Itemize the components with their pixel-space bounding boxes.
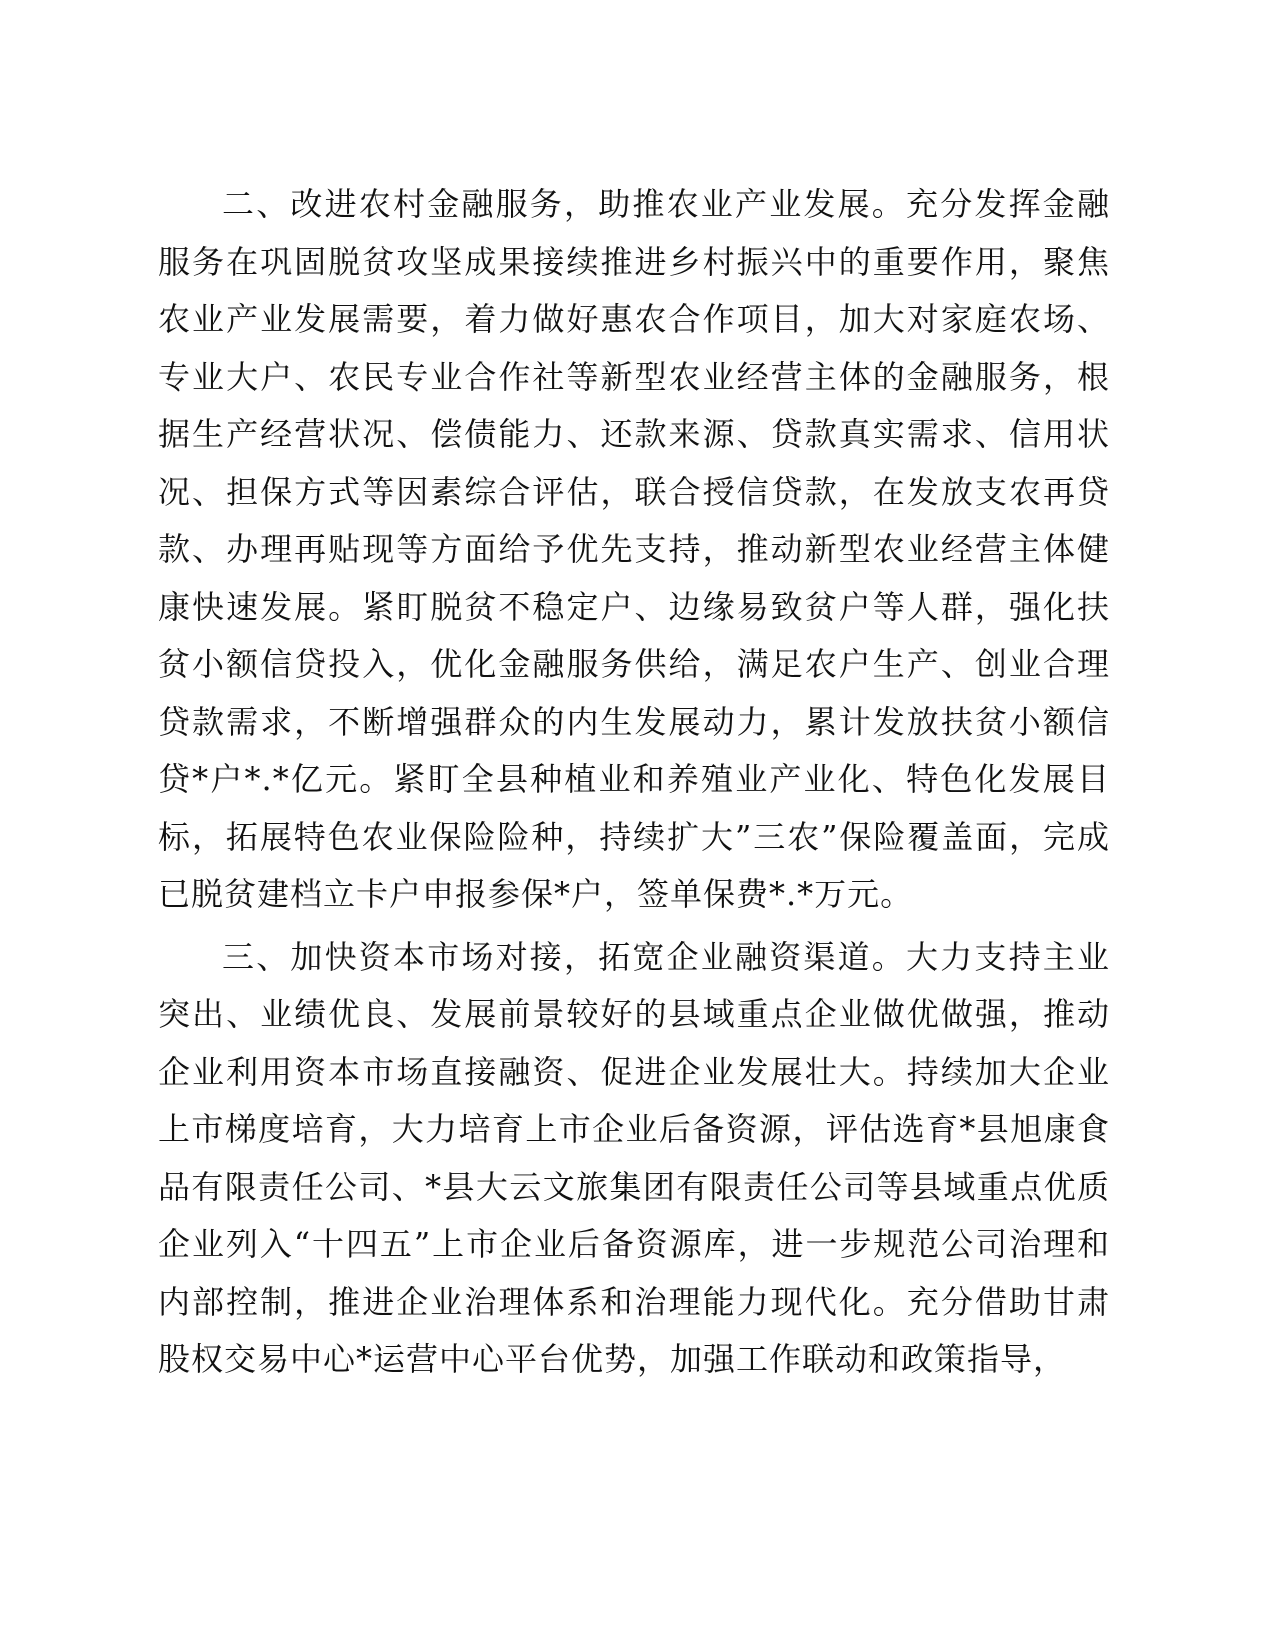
paragraph-rural-finance: 二、改进农村金融服务，助推农业产业发展。充分发挥金融服务在巩固脱贫攻坚成果接续推进乡村振兴中的重要作用，聚焦农业产业发展需要，着力做好惠农合作项目，加大对家庭农场、专业大户、农民专业合作社等新型农业经营主体的金融服务，根据生产经营状况、偿债能力、还款来源、贷款真实需求、信用状况、担保方式等因素综合评估，联合授信贷款，在发放支农再贷款、办理再贴现等方面给予优先支持，推动新型农业经营主体健康快速发展。紧盯脱贫不稳定户、边缘易致贫户等人群，强化扶贫小额信贷投入，优化金融服务供给，满足农户生产、创业合理贷款需求，不断增强群众的内生发展动力，累计发放扶贫小额信贷*户*.*亿元。紧盯全县种植业和养殖业产业化、特色化发展目标，拓展特色农业保险险种，持续扩大”三农”保险覆盖面，完成已脱贫建档立卡户申报参保*户，签单保费*.*万元。 <box>158 185 1110 913</box>
document-body <box>158 176 1110 1389</box>
paragraph-capital-market: 三、加快资本市场对接，拓宽企业融资渠道。大力支持主业突出、业绩优良、发展前景较好的县域重点企业做优做强，推动企业利用资本市场直接融资、促进企业发展壮大。持续加大企业上市梯度培育，大力培育上市企业后备资源，评估选育*县旭康食品有限责任公司、*县大云文旅集团有限责任公司等县域重点优质企业列入“十四五”上市企业后备资源库，进一步规范公司治理和内部控制，推进企业治理体系和治理能力现代化。充分借助甘肃股权交易中心*运营中心平台优势，加强工作联动和政策指导， <box>158 937 1110 1378</box>
